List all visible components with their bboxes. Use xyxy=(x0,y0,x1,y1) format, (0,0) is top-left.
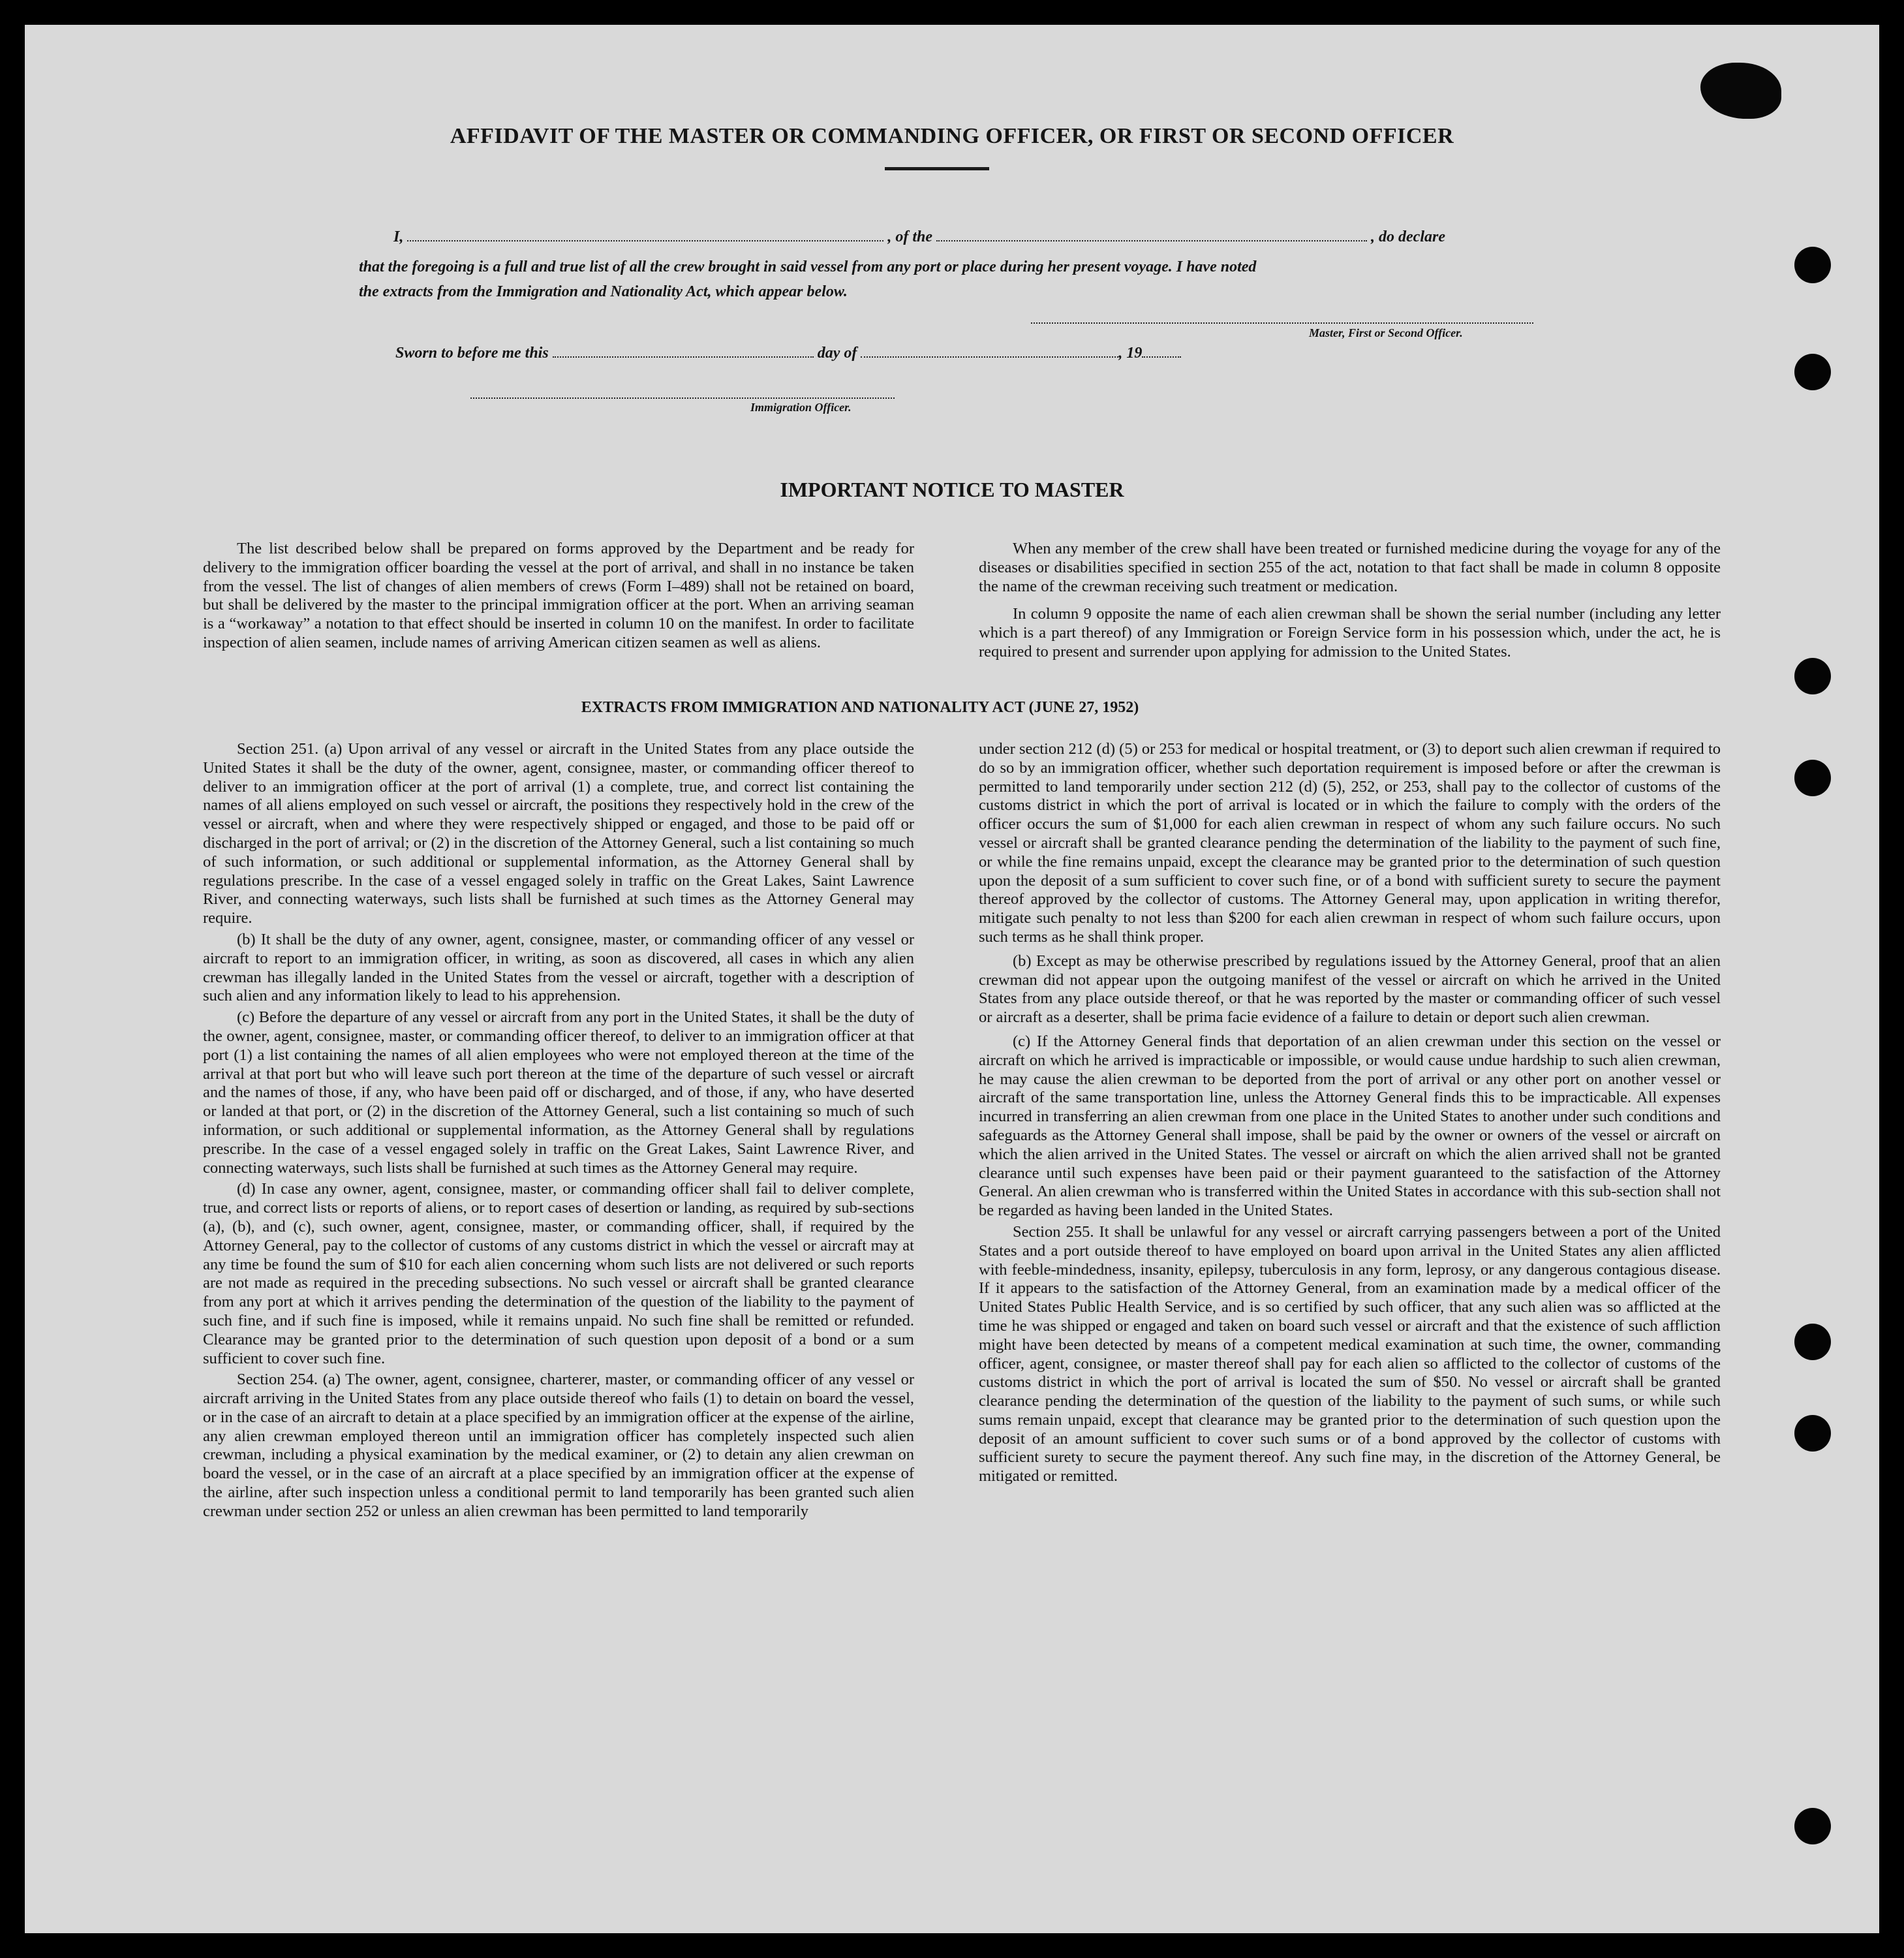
punch-hole xyxy=(1794,1808,1831,1844)
title-divider xyxy=(885,167,989,170)
statement-line-2: the extracts from the Immigration and Nationality Act, which appear below. xyxy=(359,283,848,300)
vessel-name-field[interactable] xyxy=(936,240,1367,241)
notice-left-column xyxy=(203,540,914,653)
sworn-year-field[interactable] xyxy=(1142,356,1181,358)
master-signature-field[interactable] xyxy=(1031,322,1533,324)
section-251-d: (d) In case any owner, agent, consignee, master, or commanding officer shall fail to deliver complete, true, and correct lists or reports of aliens, or to report cases of desertion or landing, as required by sub-sections (a), (b), and (c), such owner, agent, consignee, master, or commanding officer, shall, if required by the Attorney General, pay to the collector of customs of any customs district in which the vessel or aircraft may at any time be found the sum of $10 for each alien concerning whom such lists are not delivered or such reports are not made as required in the preceding subsections. No such vessel or aircraft shall be granted clearance from any port at which it arrives pending the determination of the question of the liability to the payment of such fine, and if such fine is imposed, while it remains unpaid. No such fine shall be remitted or refunded. Clearance may be granted prior to the determination of such question upon deposit of a bond or a sum sufficient to cover such fine. xyxy=(203,1180,914,1367)
officer-signature-label: Immigration Officer. xyxy=(750,401,852,414)
section-255: Section 255. It shall be unlawful for any vessel or aircraft carrying passengers between a port of the United States and a port outside thereof to have employed on board upon arrival in the United States any alien afflicted with feeble-mindedness, insanity, epilepsy, tuberculosis in any form, leprosy, or any dangerous contagious disease. If it appears to the satisfaction of the Attorney General, from an examination made by a medical officer of the United States Public Health Service, and is so certified by such officer, that any such alien was so afflicted at the time he was shipped or engaged and taken on board such vessel or aircraft and that the existence of such affliction might have been detected by means of a competent medical examination at such time, the owner, commanding officer, agent, consignee, or master thereof shall pay for each alien so afflicted to the collector of customs of the customs district in which the port of arrival is located the sum of $50. No vessel or aircraft shall be granted clearance pending the determination of the question of the liability to the payment of such sums, or while such sums remain unpaid, except that clearance may be granted prior to the determination of such question upon the deposit of an amount sufficient to cover such sums or of a bond approved by the collector of customs with sufficient surety to secure the payment thereof. Any such fine may, in the discretion of the Attorney General, be mitigated or remitted. xyxy=(979,1222,1721,1485)
form-page xyxy=(25,25,1879,1933)
day-of-label: day of xyxy=(817,345,857,362)
ink-blot xyxy=(1700,63,1781,119)
notice-title: IMPORTANT NOTICE TO MASTER xyxy=(780,478,1124,501)
section-254-a: Section 254. (a) The owner, agent, consignee, charterer, master, or commanding officer of any vessel or aircraft arriving in the United States from any place outside thereof who fails (1) to detain on board the vessel, or in the case of an aircraft to detain at a place specified by an immigration officer at the expense of the airline, any alien crewman employed thereon until an immigration officer has completely inspected such alien crewman, including a physical examination by the medical examiner, or (2) to detain any alien crewman on board the vessel, or in the case of an aircraft at a place specified by an immigration officer at the expense of the airline, after such inspection unless a conditional permit to land temporarily has been granted such alien crewman under section 252 or unless an alien crewman has been permitted to land temporarily xyxy=(203,1371,914,1520)
officer-signature-field[interactable] xyxy=(470,397,895,399)
notice-right-paragraph-1: When any member of the crew shall have been treated or furnished medicine during the voyage for any of the diseases or disabilities specified in section 255 of the act, notation to that fact shall be made in column 8 opposite the name of the crewman receiving such treatment or medication. xyxy=(979,540,1721,595)
notice-right-paragraph-2: In column 9 opposite the name of each alien crewman shall be shown the serial number (including any letter which is a part thereof) of any Immigration or Foreign Service form in his possession which, under the act, he is required to present and surrender upon applying for admission to the United States. xyxy=(979,605,1721,660)
section-251-c: (c) Before the departure of any vessel or aircraft from any port in the United States, it shall be the duty of the owner, agent, consignee, master, or commanding officer thereof, to deliver to an immigration officer at that port (1) a list containing the names of all alien employees who were not employed thereon at the time of the arrival at that port but who will leave such port thereon at the time of the departure of such vessel or aircraft and the names of those, if any, who have been paid off or discharged, and of those, if any, who have deserted or landed at that port, or (2) in the discretion of the Attorney General, such a list containing so much of such information, or such additional or supplemental information, as the Attorney General shall by regulations prescribe. In the case of a vessel engaged solely in traffic on the Great Lakes, Saint Lawrence River, and connecting waterways, such lists shall be furnished at such times as the Attorney General may require. xyxy=(203,1008,914,1177)
affidavit-title: AFFIDAVIT OF THE MASTER OR COMMANDING OFFICER, OR FIRST OR SECOND OFFICER xyxy=(450,124,1454,148)
section-254-b: (b) Except as may be otherwise prescribed by regulations issued by the Attorney General, proof that an alien crewman did not appear upon the outgoing manifest of the vessel or aircraft on which he arrived in the United States from any place outside thereof, or that he was reported by the master or commanding officer of such vessel or aircraft as a deserter, shall be prima facie evidence of a failure to detain or deport such alien crewman. xyxy=(979,952,1721,1027)
punch-hole xyxy=(1794,658,1831,694)
declaration-line xyxy=(393,228,1445,246)
punch-hole xyxy=(1794,1324,1831,1360)
master-name-field[interactable] xyxy=(407,240,883,241)
punch-hole xyxy=(1794,247,1831,283)
section-251-b: (b) It shall be the duty of any owner, agent, consignee, master, or commanding officer of any vessel or aircraft to report to an immigration officer, in writing, as soon as discovered, all cases in which any alien crewman has illegally landed in the United States from the vessel or aircraft, together with a description of such alien and any information likely to lead to his apprehension. xyxy=(203,930,914,1005)
sworn-label: Sworn to before me this xyxy=(395,345,549,362)
notice-left-paragraph: The list described below shall be prepared on forms approved by the Department and be ready for delivery to the immigration officer boarding the vessel at the port of arrival, and shall in no instance be taken from the vessel. The list of changes of alien members of crews (Form I–489) shall not be retained on board, but shall be delivered by the master to the principal immigration officer at the port. When an arriving seaman is a “workaway” a notation to that effect should be inserted in column 10 on the manifest. In order to facilitate inspection of alien seamen, include names of arriving American citizen seamen as well as aliens. xyxy=(203,540,914,651)
sworn-line xyxy=(395,345,1181,362)
extracts-left-column xyxy=(203,740,914,1521)
statement-line-1: that the foregoing is a full and true list of all the crew brought in said vessel from any port or place during her present voyage. I have noted xyxy=(359,258,1257,275)
section-254-c: (c) If the Attorney General finds that deportation of an alien crewman under this section on the vessel or aircraft on which he arrived is impracticable or impossible, or would cause undue hardship to such alien crewman, he may cause the alien crewman to be deported from the port of arrival or any other port on another vessel or aircraft of the same transportation line, unless the Attorney General finds this to be impracticable. All expenses incurred in transferring an alien crewman from one place in the United States to another under such conditions and safeguards as the Attorney General shall impose, shall be paid by the owner or owners of the vessel or aircraft on which the alien arrived in the United States. The vessel or aircraft on which the alien arrived shall not be granted clearance until such expenses have been paid or their payment guaranteed to the satisfaction of the Attorney General. An alien crewman who is transferred within the United States in accordance with this sub-section shall not be regarded as having been landed in the United States. xyxy=(979,1032,1721,1220)
i-label: I, xyxy=(393,228,404,245)
sworn-month-field[interactable] xyxy=(861,356,1118,358)
extracts-title: EXTRACTS FROM IMMIGRATION AND NATIONALITY ACT (JUNE 27, 1952) xyxy=(581,699,1139,716)
of-the-label: , of the xyxy=(887,228,933,245)
sworn-day-field[interactable] xyxy=(553,356,814,358)
notice-right-column xyxy=(979,540,1721,662)
punch-hole xyxy=(1794,354,1831,390)
declare-label: , do declare xyxy=(1371,228,1445,245)
master-signature-label: Master, First or Second Officer. xyxy=(1309,326,1463,339)
punch-hole xyxy=(1794,1415,1831,1452)
punch-hole xyxy=(1794,760,1831,796)
section-251-a: Section 251. (a) Upon arrival of any vessel or aircraft in the United States from any place outside the United States it shall be the duty of the owner, agent, consignee, master, or commanding officer thereof to deliver to an immigration officer at the port of arrival (1) a complete, true, and correct list containing the names of all aliens employed on such vessel or aircraft, the positions they respectively hold in the crew of the vessel or aircraft, when and where they were respectively shipped or engaged, and those to be paid off or discharged in the port of arrival; or (2) in the discretion of the Attorney General, such a list containing so much of such information, or such additional or supplemental information, as the Attorney General shall by regulations prescribe. In the case of a vessel engaged solely in traffic on the Great Lakes, Saint Lawrence River, and connecting waterways, such lists shall be furnished at such times as the Attorney General may require. xyxy=(203,740,914,927)
year-label: , 19 xyxy=(1118,345,1143,362)
section-254-a-continued: under section 212 (d) (5) or 253 for medical or hospital treatment, or (3) to deport such alien crewman if required to do so by an immigration officer, whether such deportation requirement is imposed before or after the crewman is permitted to land temporarily under section 212 (d) (5), 252, or 253, shall pay to the collector of customs of the customs district in which the port of arrival is located or in which the failure to comply with the orders of the officer occurs the sum of $1,000 for each alien crewman in respect of whom any such failure occurs. No such vessel or aircraft shall be granted clearance pending the determination of the liability to the payment of such fine, or while the fine remains unpaid, except the clearance may be granted prior to the determination of such question upon the deposit of a sum sufficient to cover such fine, or of a bond with sufficient surety to secure the payment thereof approved by the collector of customs. The Attorney General may, upon application in writing therefor, mitigate such penalty to not less than $200 for each alien crewman in respect of whom such failure occurs, upon such terms as he shall think proper. xyxy=(979,740,1721,946)
extracts-right-column xyxy=(979,740,1721,1486)
